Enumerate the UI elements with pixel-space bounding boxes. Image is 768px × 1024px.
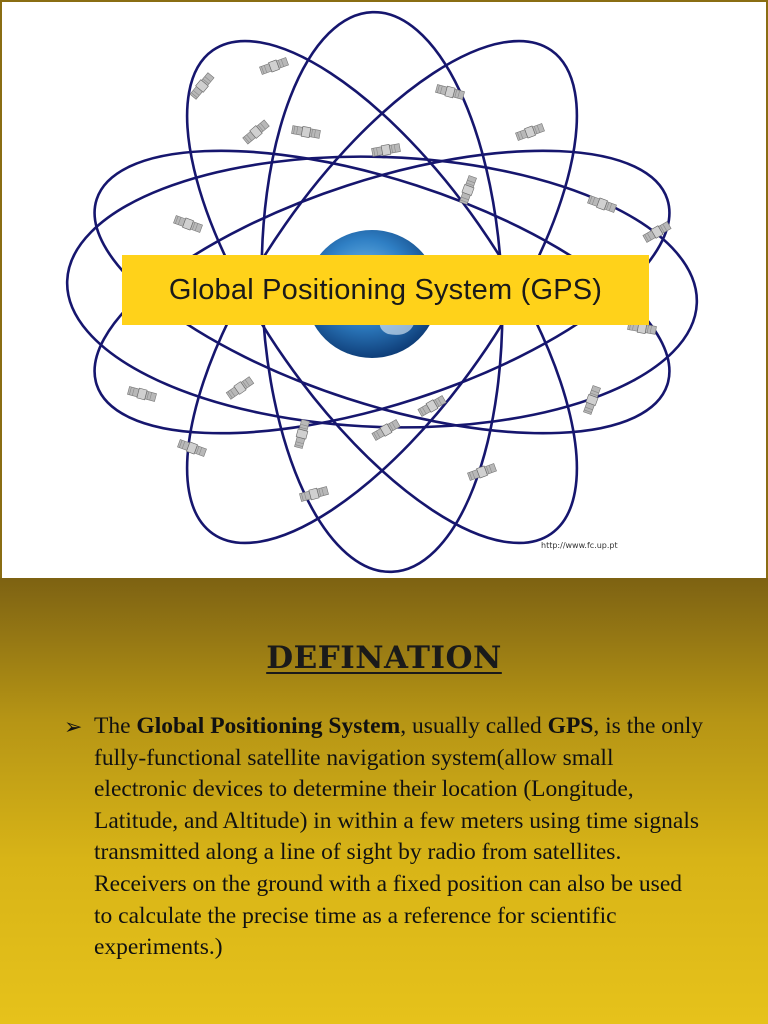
definition-text-part-3: , is the only fully-functional satellite navigation system(allow small electronic devices to determine their location (Longitude, Latitude, and Altitude) in within a few meters using time signals transmitted along a line of sight by radio from satellites. Receivers on the ground with a fixed position can also be used to calculate the precise time as a reference for scientific experiments.) xyxy=(94,713,704,961)
definition-text-part-2: , usually called xyxy=(400,713,548,739)
section-heading xyxy=(0,640,768,676)
definition-term-gps: GPS xyxy=(547,713,594,739)
definition-bullet xyxy=(64,711,704,964)
definition-heading: DEFINATION xyxy=(266,640,502,676)
definition-text xyxy=(94,711,704,964)
definition-text-part-1: The xyxy=(94,713,137,739)
image-source-credit: http://www.fc.up.pt xyxy=(541,541,618,550)
arrow-bullet-icon: ➢ xyxy=(64,714,83,739)
slide-title: Global Positioning System (GPS) xyxy=(168,273,603,306)
definition-term-gps-full: Global Positioning System xyxy=(136,713,401,739)
title-banner xyxy=(122,255,649,325)
